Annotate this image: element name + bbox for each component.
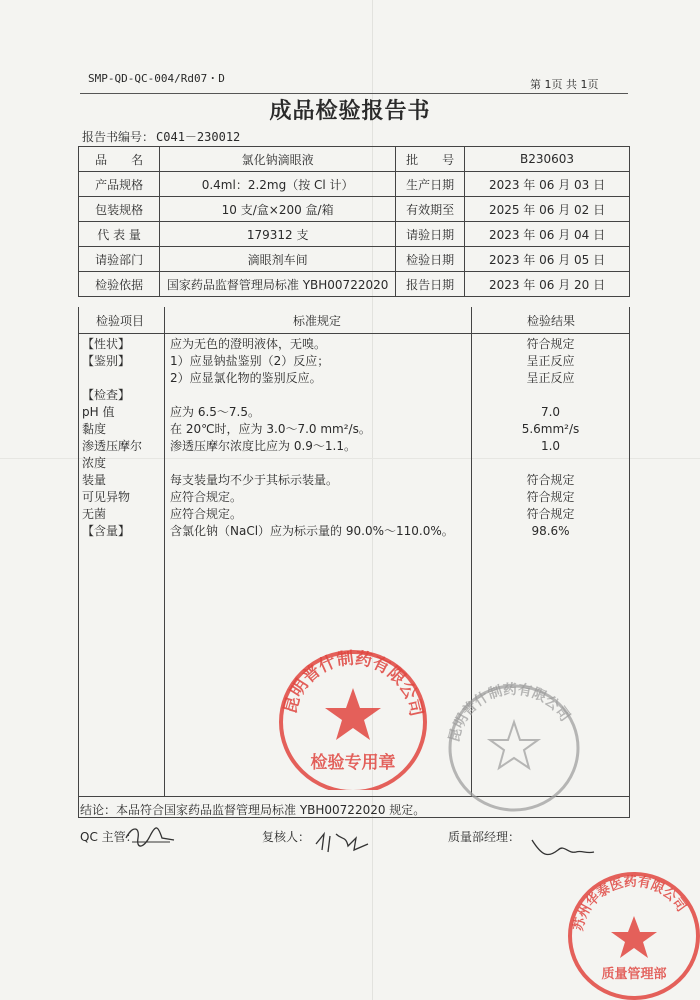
table-row: [79, 222, 630, 247]
mfg-date-label: 生产日期: [396, 172, 465, 197]
qa-manager-signature: [528, 832, 598, 866]
star-icon: [490, 722, 538, 768]
request-date-value: 2023 年 06 月 04 日: [465, 222, 630, 247]
standard-appearance: 应为无色的澄明液体，无嗅。: [170, 337, 327, 351]
report-number: [82, 128, 240, 145]
document-code: SMP-QD-QC-004/Rd07・D: [88, 72, 225, 85]
report-date-label: 报告日期: [396, 272, 465, 297]
result-viscosity: 5.6mm²/s: [521, 422, 580, 436]
batch-value: B230603: [465, 147, 630, 172]
column-divider: [164, 307, 165, 796]
report-title: 成品检验报告书: [269, 98, 431, 124]
corner-seal-label: 质量管理部: [601, 967, 667, 982]
blank-row: [473, 455, 628, 472]
standard-ident-2: 2）应显氯化物的鉴别反应。: [170, 371, 322, 385]
star-icon: [325, 688, 381, 740]
item-identification: 【鉴别】: [82, 354, 131, 368]
item-inspection: 【检查】: [82, 388, 131, 402]
column-header-result: 检验结果: [527, 314, 576, 328]
inspection-seal: [265, 630, 435, 790]
basis-value: 国家药品监督管理局标准 YBH00722020: [160, 272, 396, 297]
star-icon: [611, 916, 657, 958]
table-row: [79, 172, 630, 197]
qc-signature: [122, 818, 182, 854]
result-ident-2: 呈正反应: [526, 371, 575, 385]
product-label: 品 名: [79, 147, 160, 172]
standard-ph: 应为 6.5～7.5。: [170, 405, 260, 419]
blank-row: [170, 387, 470, 404]
spec-value: 0.4ml：2.2mg（按 Cl 计）: [160, 172, 396, 197]
item-visible-particles: 可见异物: [82, 490, 131, 504]
inspection-seal-label: 检验专用章: [310, 753, 396, 773]
pack-value: 10 支/盒×200 盒/箱: [160, 197, 396, 222]
request-date-label: 请验日期: [396, 222, 465, 247]
table-row: [79, 247, 630, 272]
item-osmolality: 渗透压摩尔: [82, 439, 143, 453]
column-header-standard: 标准规定: [293, 314, 342, 328]
item-sterility: 无菌: [82, 507, 107, 521]
spec-label: 产品规格: [79, 172, 160, 197]
test-date-label: 检验日期: [396, 247, 465, 272]
quantity-label: 代 表 量: [79, 222, 160, 247]
batch-label: 批 号: [396, 147, 465, 172]
result-ident-1: 呈正反应: [526, 354, 575, 368]
standard-fill: 每支装量均不少于其标示装量。: [170, 473, 339, 487]
grey-seal-company: 昆明普什制药有限公司: [446, 681, 573, 744]
result-osmolality: 1.0: [540, 439, 561, 453]
table-row: [79, 197, 630, 222]
corner-seal: [562, 866, 700, 1000]
page-indicator: 第 1页 共 1页: [530, 78, 599, 91]
mfg-date-value: 2023 年 06 月 03 日: [465, 172, 630, 197]
pack-label: 包装规格: [79, 197, 160, 222]
standard-ident-1: 1）应显钠盐鉴别（2）反应；: [170, 354, 330, 368]
item-ph: pH 值: [82, 405, 115, 419]
standard-sterility: 应符合规定。: [170, 507, 243, 521]
basis-label: 检验依据: [79, 272, 160, 297]
test-items-column: [82, 336, 162, 540]
item-fill: 装量: [82, 473, 107, 487]
item-assay: 【含量】: [82, 524, 131, 538]
result-appearance: 符合规定: [526, 337, 575, 351]
blank-row: [82, 370, 162, 387]
qa-manager-label: 质量部经理：: [448, 830, 521, 844]
department-label: 请验部门: [79, 247, 160, 272]
exp-date-label: 有效期至: [396, 197, 465, 222]
standard-osmolality: 渗透压摩尔浓度比应为 0.9～1.1。: [170, 439, 356, 453]
standard-assay: 含氯化钠（NaCl）应为标示量的 90.0%～110.0%。: [170, 524, 454, 538]
result-fill: 符合规定: [526, 473, 575, 487]
department-value: 滴眼剂车间: [160, 247, 396, 272]
grey-seal: [440, 672, 590, 812]
item-appearance: 【性状】: [82, 337, 131, 351]
column-header-item: 检验项目: [96, 314, 145, 328]
product-value: 氯化钠滴眼液: [160, 147, 396, 172]
result-assay: 98.6%: [531, 524, 570, 538]
report-number-label: 报告书编号：: [82, 130, 155, 144]
standards-column: [170, 336, 470, 540]
item-viscosity: 黏度: [82, 422, 107, 436]
result-sterility: 符合规定: [526, 507, 575, 521]
blank-row: [473, 387, 628, 404]
result-ph: 7.0: [540, 405, 561, 419]
blank-row: [170, 455, 470, 472]
exp-date-value: 2025 年 06 月 02 日: [465, 197, 630, 222]
standard-visible-particles: 应符合规定。: [170, 490, 243, 504]
quantity-value: 179312 支: [160, 222, 396, 247]
qc-supervisor-label: QC 主管：: [80, 830, 138, 844]
report-number-value: C041－230012: [156, 130, 241, 144]
header-table: [78, 146, 630, 297]
standard-viscosity: 在 20℃时，应为 3.0～7.0 mm²/s。: [170, 422, 371, 436]
test-date-value: 2023 年 06 月 05 日: [465, 247, 630, 272]
reviewer-label: 复核人：: [262, 830, 311, 844]
report-date-value: 2023 年 06 月 20 日: [465, 272, 630, 297]
item-osmolality-cont: 浓度: [82, 456, 107, 470]
conclusion: 结论：本品符合国家药品监督管理局标准 YBH00722020 规定。: [80, 803, 426, 817]
column-header-rule: [78, 333, 630, 334]
table-row: [79, 272, 630, 297]
result-visible-particles: 符合规定: [526, 490, 575, 504]
reviewer-signature: [312, 826, 374, 856]
inspection-seal-company: 昆明普什制药有限公司: [280, 648, 427, 719]
table-row: [79, 147, 630, 172]
results-column: [473, 336, 628, 540]
corner-seal-company: 苏州华泰医药有限公司: [571, 874, 689, 933]
